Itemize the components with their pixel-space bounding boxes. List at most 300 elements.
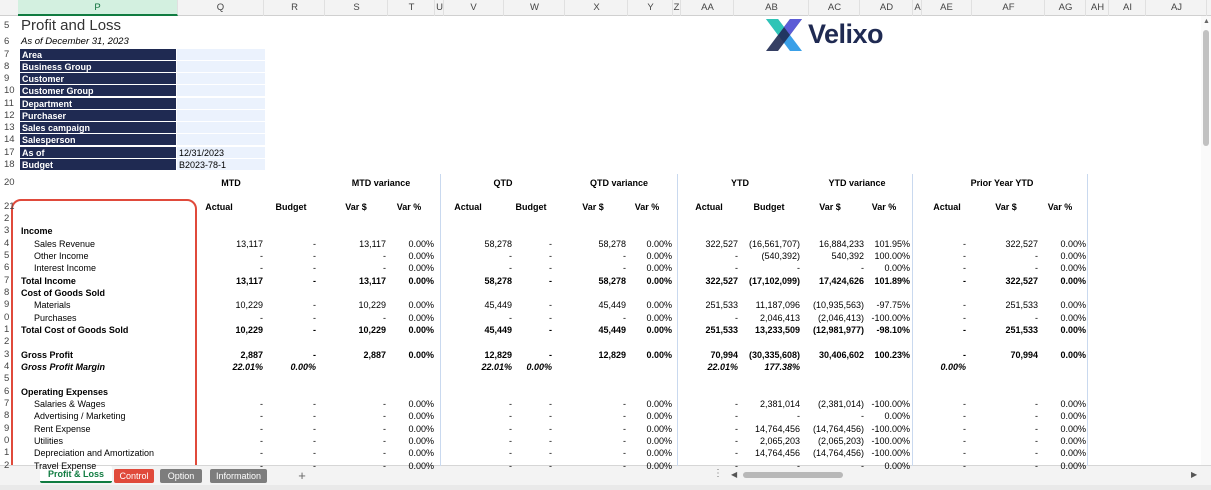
percent-cell[interactable]: 0.00% [646, 250, 672, 261]
row-number: 5 [4, 20, 10, 31]
percent-cell[interactable]: 0.00% [646, 448, 672, 459]
row-number: 20 [4, 177, 15, 188]
value-cell[interactable]: - [313, 300, 316, 311]
value-cell[interactable]: - [735, 312, 738, 323]
value-cell[interactable]: (16,561,707) [748, 238, 800, 249]
value-cell[interactable]: 58,278 [598, 275, 626, 286]
value-cell[interactable]: - [623, 398, 626, 409]
value-cell[interactable]: - [313, 275, 316, 286]
filter-value-cell[interactable] [177, 61, 265, 73]
percent-cell[interactable]: 0.00% [646, 238, 672, 249]
value-cell[interactable]: - [623, 435, 626, 446]
value-cell[interactable]: - [549, 275, 552, 286]
value-cell[interactable]: - [260, 312, 263, 323]
value-cell[interactable]: 2,381,014 [759, 398, 800, 409]
value-cell[interactable]: - [509, 435, 512, 446]
value-cell[interactable]: 45,449 [484, 300, 512, 311]
percent-cell[interactable]: 0.00% [646, 411, 672, 422]
percent-cell[interactable]: -97.75% [876, 300, 910, 311]
percent-cell[interactable]: 0.00% [408, 349, 434, 360]
value-cell[interactable]: 2,065,203 [759, 435, 800, 446]
column-header[interactable]: AF [973, 0, 1045, 16]
row-number: 9 [4, 422, 10, 434]
value-cell[interactable]: 12,829 [484, 349, 512, 360]
value-cell[interactable]: - [549, 423, 552, 434]
percent-cell[interactable]: 22.01% [707, 361, 738, 372]
row-number: 11 [4, 98, 14, 109]
value-cell[interactable]: - [623, 411, 626, 422]
value-cell[interactable]: - [963, 398, 966, 409]
column-header[interactable]: Q [178, 0, 264, 16]
percent-cell[interactable]: 0.00% [408, 250, 434, 261]
filter-value-cell[interactable] [177, 85, 265, 97]
value-cell[interactable]: (2,381,014) [817, 398, 864, 409]
account-line-item: Advertising / Marketing [34, 411, 126, 422]
value-cell[interactable]: - [623, 250, 626, 261]
value-cell[interactable]: - [260, 460, 263, 471]
value-cell[interactable]: 10,229 [235, 300, 263, 311]
column-header[interactable]: Z [673, 0, 681, 16]
value-cell[interactable]: - [963, 324, 966, 335]
row-number: 8 [4, 61, 10, 72]
value-cell[interactable]: - [623, 423, 626, 434]
percent-cell[interactable]: 0.00% [646, 263, 672, 274]
value-cell[interactable]: - [1035, 312, 1038, 323]
value-cell[interactable]: - [383, 460, 386, 471]
value-cell[interactable]: - [735, 250, 738, 261]
value-cell[interactable]: - [549, 411, 552, 422]
value-cell[interactable]: - [963, 423, 966, 434]
vertical-scroll-thumb[interactable] [1203, 30, 1209, 146]
column-header[interactable]: AE [922, 0, 972, 16]
value-cell[interactable]: - [313, 411, 316, 422]
percent-cell[interactable]: 0.00% [646, 300, 672, 311]
value-cell[interactable]: (10,935,563) [812, 300, 864, 311]
column-subheader: Var $ [995, 202, 1017, 212]
value-cell[interactable]: - [260, 448, 263, 459]
value-cell[interactable]: - [509, 263, 512, 274]
percent-cell[interactable]: 0.00% [290, 361, 316, 372]
value-cell[interactable]: - [549, 435, 552, 446]
percent-cell[interactable]: 0.00% [1060, 349, 1086, 360]
account-line-item: Purchases [34, 312, 77, 323]
percent-cell[interactable]: 0.00% [1060, 398, 1086, 409]
value-cell[interactable]: - [383, 263, 386, 274]
value-cell[interactable]: - [549, 324, 552, 335]
value-cell[interactable]: 17,424,626 [818, 275, 864, 286]
value-cell[interactable]: 14,764,456 [754, 448, 800, 459]
value-cell[interactable]: 2,887 [240, 349, 263, 360]
percent-cell[interactable]: 0.00% [1060, 238, 1086, 249]
value-cell[interactable]: - [549, 398, 552, 409]
percent-cell[interactable]: 0.00% [1060, 448, 1086, 459]
value-cell[interactable]: 45,449 [598, 324, 626, 335]
value-cell[interactable]: - [313, 349, 316, 360]
section-label: Income [21, 226, 53, 237]
value-cell[interactable]: - [963, 411, 966, 422]
value-cell[interactable]: (12,981,977) [812, 324, 864, 335]
value-cell[interactable]: - [861, 460, 864, 471]
value-cell[interactable]: - [313, 435, 316, 446]
value-cell[interactable]: - [861, 263, 864, 274]
value-cell[interactable]: 2,887 [363, 349, 386, 360]
value-cell[interactable]: (2,046,413) [817, 312, 864, 323]
value-cell[interactable]: - [383, 411, 386, 422]
value-cell[interactable]: 251,533 [1005, 300, 1038, 311]
value-cell[interactable]: 13,117 [359, 238, 386, 249]
value-cell[interactable]: 13,233,509 [754, 324, 800, 335]
velixo-logo [764, 17, 914, 53]
filter-label: Customer [20, 73, 176, 85]
value-cell[interactable]: (30,335,608) [748, 349, 800, 360]
value-cell[interactable]: (14,764,456) [812, 448, 864, 459]
value-cell[interactable]: - [549, 312, 552, 323]
value-cell[interactable]: 13,117 [236, 238, 263, 249]
column-header[interactable]: AA [682, 0, 734, 16]
value-cell[interactable]: - [549, 250, 552, 261]
percent-cell[interactable]: 0.00% [646, 398, 672, 409]
percent-cell[interactable]: 22.01% [232, 361, 263, 372]
value-cell[interactable]: (2,065,203) [817, 435, 864, 446]
value-cell[interactable]: (17,102,099) [748, 275, 800, 286]
scroll-left-icon[interactable]: ◀ [731, 470, 738, 479]
value-cell[interactable]: - [313, 250, 316, 261]
value-cell[interactable]: - [549, 263, 552, 274]
percent-cell[interactable]: 0.00% [1060, 435, 1086, 446]
column-header[interactable]: A [914, 0, 922, 16]
value-cell[interactable]: 45,449 [484, 324, 512, 335]
percent-cell[interactable]: -100.00% [871, 312, 910, 323]
filter-value-cell[interactable]: B2023-78-1 [177, 159, 265, 171]
column-header[interactable]: AI [1110, 0, 1146, 16]
filter-value-cell[interactable] [177, 49, 265, 61]
percent-cell[interactable]: 0.00% [1060, 460, 1086, 471]
value-cell[interactable]: - [623, 263, 626, 274]
column-header[interactable]: W [505, 0, 565, 16]
add-sheet-button[interactable]: + [298, 468, 306, 483]
percent-cell[interactable]: 0.00% [408, 435, 434, 446]
value-cell[interactable]: - [260, 435, 263, 446]
value-cell[interactable]: 14,764,456 [754, 423, 800, 434]
percent-cell[interactable]: 0.00% [884, 411, 910, 422]
value-cell[interactable]: - [549, 460, 552, 471]
column-header[interactable]: AB [735, 0, 809, 16]
percent-cell[interactable]: 0.00% [940, 361, 966, 372]
percent-cell[interactable]: 0.00% [408, 275, 434, 286]
filter-value-cell[interactable] [177, 122, 265, 134]
value-cell[interactable]: 45,449 [598, 300, 626, 311]
percent-cell[interactable]: 0.00% [646, 460, 672, 471]
row-number: 5 [4, 373, 10, 385]
value-cell[interactable]: 12,829 [598, 349, 626, 360]
section-label: Cost of Goods Sold [21, 287, 105, 298]
value-cell[interactable]: - [963, 448, 966, 459]
value-cell[interactable]: - [861, 411, 864, 422]
value-cell[interactable]: - [797, 263, 800, 274]
percent-cell[interactable]: 0.00% [408, 300, 434, 311]
value-cell[interactable]: - [509, 398, 512, 409]
column-header[interactable]: AJ [1147, 0, 1207, 16]
value-cell[interactable]: - [509, 448, 512, 459]
column-header[interactable]: P [18, 0, 178, 16]
value-cell[interactable]: - [313, 423, 316, 434]
value-cell[interactable]: - [313, 312, 316, 323]
percent-cell[interactable]: 0.00% [1060, 275, 1086, 286]
percent-cell[interactable]: 0.00% [1060, 300, 1086, 311]
percent-cell[interactable]: 0.00% [884, 263, 910, 274]
column-header[interactable]: R [265, 0, 325, 16]
value-cell[interactable]: - [1035, 423, 1038, 434]
value-cell[interactable]: 70,994 [1010, 349, 1038, 360]
value-cell[interactable]: 70,994 [710, 349, 738, 360]
value-cell[interactable]: (540,392) [761, 250, 800, 261]
percent-cell[interactable]: 101.95% [874, 238, 910, 249]
percent-cell[interactable]: 0.00% [646, 312, 672, 323]
column-header[interactable]: T [389, 0, 435, 16]
row-number: 1 [4, 323, 10, 335]
percent-cell[interactable]: 0.00% [1060, 263, 1086, 274]
value-cell[interactable]: 322,527 [705, 275, 738, 286]
value-cell[interactable]: - [1035, 460, 1038, 471]
percent-cell[interactable]: 0.00% [646, 349, 672, 360]
tab-option[interactable]: Option [160, 469, 202, 483]
column-subheader: Var % [396, 202, 422, 212]
value-cell[interactable]: - [313, 460, 316, 471]
percent-cell[interactable]: 0.00% [1060, 312, 1086, 323]
column-header[interactable]: AD [861, 0, 913, 16]
value-cell[interactable]: - [1035, 411, 1038, 422]
column-header[interactable]: X [566, 0, 628, 16]
value-cell[interactable]: - [313, 448, 316, 459]
value-cell[interactable]: 16,884,233 [818, 238, 864, 249]
column-header[interactable]: S [326, 0, 388, 16]
value-cell[interactable]: - [549, 349, 552, 360]
value-cell[interactable]: 251,533 [1005, 324, 1038, 335]
value-cell[interactable]: 2,046,413 [759, 312, 800, 323]
value-cell[interactable]: - [313, 263, 316, 274]
filter-value-cell[interactable] [177, 73, 265, 85]
percent-cell[interactable]: 0.00% [408, 324, 434, 335]
value-cell[interactable]: 322,527 [1005, 275, 1038, 286]
value-cell[interactable]: - [735, 263, 738, 274]
scroll-up-icon[interactable]: ▲ [1203, 18, 1210, 25]
percent-cell[interactable]: 0.00% [1060, 423, 1086, 434]
value-cell[interactable]: - [797, 460, 800, 471]
percent-cell[interactable]: 177.38% [764, 361, 800, 372]
column-header[interactable]: AC [810, 0, 860, 16]
value-cell[interactable]: - [963, 238, 966, 249]
group-header: YTD variance [828, 178, 886, 188]
value-cell[interactable]: - [1035, 263, 1038, 274]
percent-cell[interactable]: 100.00% [874, 250, 910, 261]
horizontal-scroll-thumb[interactable] [743, 472, 843, 478]
value-cell[interactable]: - [623, 312, 626, 323]
percent-cell[interactable]: 0.00% [408, 423, 434, 434]
percent-cell[interactable]: 0.00% [408, 398, 434, 409]
more-options-icon[interactable]: ⋮ [713, 468, 723, 479]
value-cell[interactable]: 10,229 [358, 300, 386, 311]
value-cell[interactable]: 251,533 [705, 324, 738, 335]
filter-value-cell[interactable] [177, 98, 265, 110]
column-header[interactable]: AH [1087, 0, 1109, 16]
value-cell[interactable]: - [383, 398, 386, 409]
value-cell[interactable]: - [313, 324, 316, 335]
value-cell[interactable]: 322,527 [705, 238, 738, 249]
value-cell[interactable]: 540,392 [831, 250, 864, 261]
value-cell[interactable]: - [383, 250, 386, 261]
value-cell[interactable]: - [1035, 398, 1038, 409]
row-number: 1 [4, 447, 10, 459]
column-header[interactable]: U [436, 0, 444, 16]
value-cell[interactable]: - [735, 448, 738, 459]
value-cell[interactable]: - [549, 448, 552, 459]
value-cell[interactable]: - [963, 275, 966, 286]
filter-value-cell[interactable] [177, 134, 265, 146]
value-cell[interactable]: - [963, 349, 966, 360]
percent-cell[interactable]: 0.00% [408, 263, 434, 274]
value-cell[interactable]: - [623, 460, 626, 471]
value-cell[interactable]: - [735, 411, 738, 422]
value-cell[interactable]: - [963, 250, 966, 261]
column-subheader: Var $ [345, 202, 367, 212]
value-cell[interactable]: - [260, 423, 263, 434]
value-cell[interactable]: - [383, 423, 386, 434]
percent-cell[interactable]: 0.00% [408, 448, 434, 459]
percent-cell[interactable]: 101.89% [874, 275, 910, 286]
value-cell[interactable]: - [549, 300, 552, 311]
percent-cell[interactable]: 0.00% [884, 460, 910, 471]
column-subheader: Actual [454, 202, 482, 212]
value-cell[interactable]: - [549, 238, 552, 249]
value-cell[interactable]: 13,117 [358, 275, 386, 286]
value-cell[interactable]: - [509, 423, 512, 434]
value-cell[interactable]: 251,533 [705, 300, 738, 311]
value-cell[interactable]: - [383, 312, 386, 323]
percent-cell[interactable]: 0.00% [646, 324, 672, 335]
row-number: 0 [4, 311, 10, 323]
value-cell[interactable]: 11,187,096 [755, 300, 800, 311]
column-header[interactable]: AG [1046, 0, 1086, 16]
value-cell[interactable]: - [1035, 448, 1038, 459]
percent-cell[interactable]: -98.10% [876, 324, 910, 335]
column-subheader: Var % [634, 202, 660, 212]
value-cell[interactable]: 10,229 [235, 324, 263, 335]
percent-cell[interactable]: 22.01% [481, 361, 512, 372]
value-cell[interactable]: - [1035, 250, 1038, 261]
percent-cell[interactable]: 100.23% [874, 349, 910, 360]
percent-cell[interactable]: -100.00% [871, 448, 910, 459]
filter-value-cell[interactable] [177, 110, 265, 122]
value-cell[interactable]: - [313, 398, 316, 409]
group-header: YTD [731, 178, 749, 188]
status-bar [0, 485, 1211, 490]
value-cell[interactable]: - [735, 435, 738, 446]
row-number: 5 [4, 249, 10, 261]
account-line-item: Utilities [34, 435, 64, 446]
row-number: 7 [4, 397, 10, 409]
row-number: 4 [4, 237, 10, 249]
value-cell[interactable]: - [735, 423, 738, 434]
filter-label: Budget [20, 159, 176, 171]
value-cell[interactable]: 30,406,602 [818, 349, 864, 360]
value-cell[interactable]: 58,278 [484, 238, 512, 249]
percent-cell[interactable]: 0.00% [1060, 324, 1086, 335]
value-cell[interactable]: - [735, 460, 738, 471]
percent-cell[interactable]: 0.00% [646, 423, 672, 434]
value-cell[interactable]: - [260, 398, 263, 409]
value-cell[interactable]: - [509, 460, 512, 471]
value-cell[interactable]: 58,278 [484, 275, 512, 286]
percent-cell[interactable]: 0.00% [1060, 411, 1086, 422]
filter-value-cell[interactable]: 12/31/2023 [177, 147, 265, 159]
vertical-scrollbar[interactable] [1201, 16, 1211, 465]
column-subheader: Var $ [819, 202, 841, 212]
column-header[interactable]: V [444, 0, 504, 16]
percent-cell[interactable]: 0.00% [646, 275, 672, 286]
value-cell[interactable]: - [260, 250, 263, 261]
column-subheader: Actual [695, 202, 723, 212]
value-cell[interactable]: - [735, 398, 738, 409]
value-cell[interactable]: - [623, 448, 626, 459]
percent-cell[interactable]: 0.00% [526, 361, 552, 372]
percent-cell[interactable]: 0.00% [646, 435, 672, 446]
value-cell[interactable]: (14,764,456) [812, 423, 864, 434]
row-number: 12 [4, 110, 15, 121]
value-cell[interactable]: - [963, 460, 966, 471]
row-number: 6 [4, 36, 10, 47]
value-cell[interactable]: 10,229 [358, 324, 386, 335]
value-cell[interactable]: - [383, 435, 386, 446]
value-cell[interactable]: - [963, 263, 966, 274]
value-cell[interactable]: - [509, 312, 512, 323]
column-header[interactable]: Y [629, 0, 673, 16]
percent-cell[interactable]: 0.00% [408, 411, 434, 422]
value-cell[interactable]: - [963, 300, 966, 311]
row-number: 7 [4, 49, 10, 60]
percent-cell[interactable]: -100.00% [871, 398, 910, 409]
percent-cell[interactable]: -100.00% [871, 435, 910, 446]
value-cell[interactable]: - [260, 263, 263, 274]
percent-cell[interactable]: 0.00% [408, 312, 434, 323]
scroll-right-icon[interactable]: ▶ [1191, 470, 1198, 479]
tab-information[interactable]: Information [210, 469, 267, 483]
percent-cell[interactable]: 0.00% [1060, 250, 1086, 261]
tab-control[interactable]: Control [114, 469, 154, 483]
value-cell[interactable]: - [797, 411, 800, 422]
percent-cell[interactable]: 0.00% [408, 238, 434, 249]
value-cell[interactable]: 322,527 [1005, 238, 1038, 249]
value-cell[interactable]: 58,278 [598, 238, 626, 249]
value-cell[interactable]: - [260, 411, 263, 422]
row-number: 8 [4, 410, 10, 422]
column-separator [1087, 174, 1088, 466]
percent-cell[interactable]: -100.00% [871, 423, 910, 434]
value-cell[interactable]: - [383, 448, 386, 459]
column-subheader: Budget [275, 202, 307, 212]
row-number: 18 [4, 159, 15, 170]
column-subheader: Actual [205, 202, 233, 212]
value-cell[interactable]: - [963, 435, 966, 446]
tab-profit-loss[interactable]: Profit & Loss [40, 466, 112, 483]
value-cell[interactable]: - [509, 411, 512, 422]
value-cell[interactable]: - [509, 250, 512, 261]
column-subheader: Budget [515, 202, 547, 212]
value-cell[interactable]: - [963, 312, 966, 323]
percent-cell[interactable]: 0.00% [408, 460, 434, 471]
value-cell[interactable]: - [313, 238, 316, 249]
value-cell[interactable]: - [1035, 435, 1038, 446]
value-cell[interactable]: 13,117 [235, 275, 263, 286]
